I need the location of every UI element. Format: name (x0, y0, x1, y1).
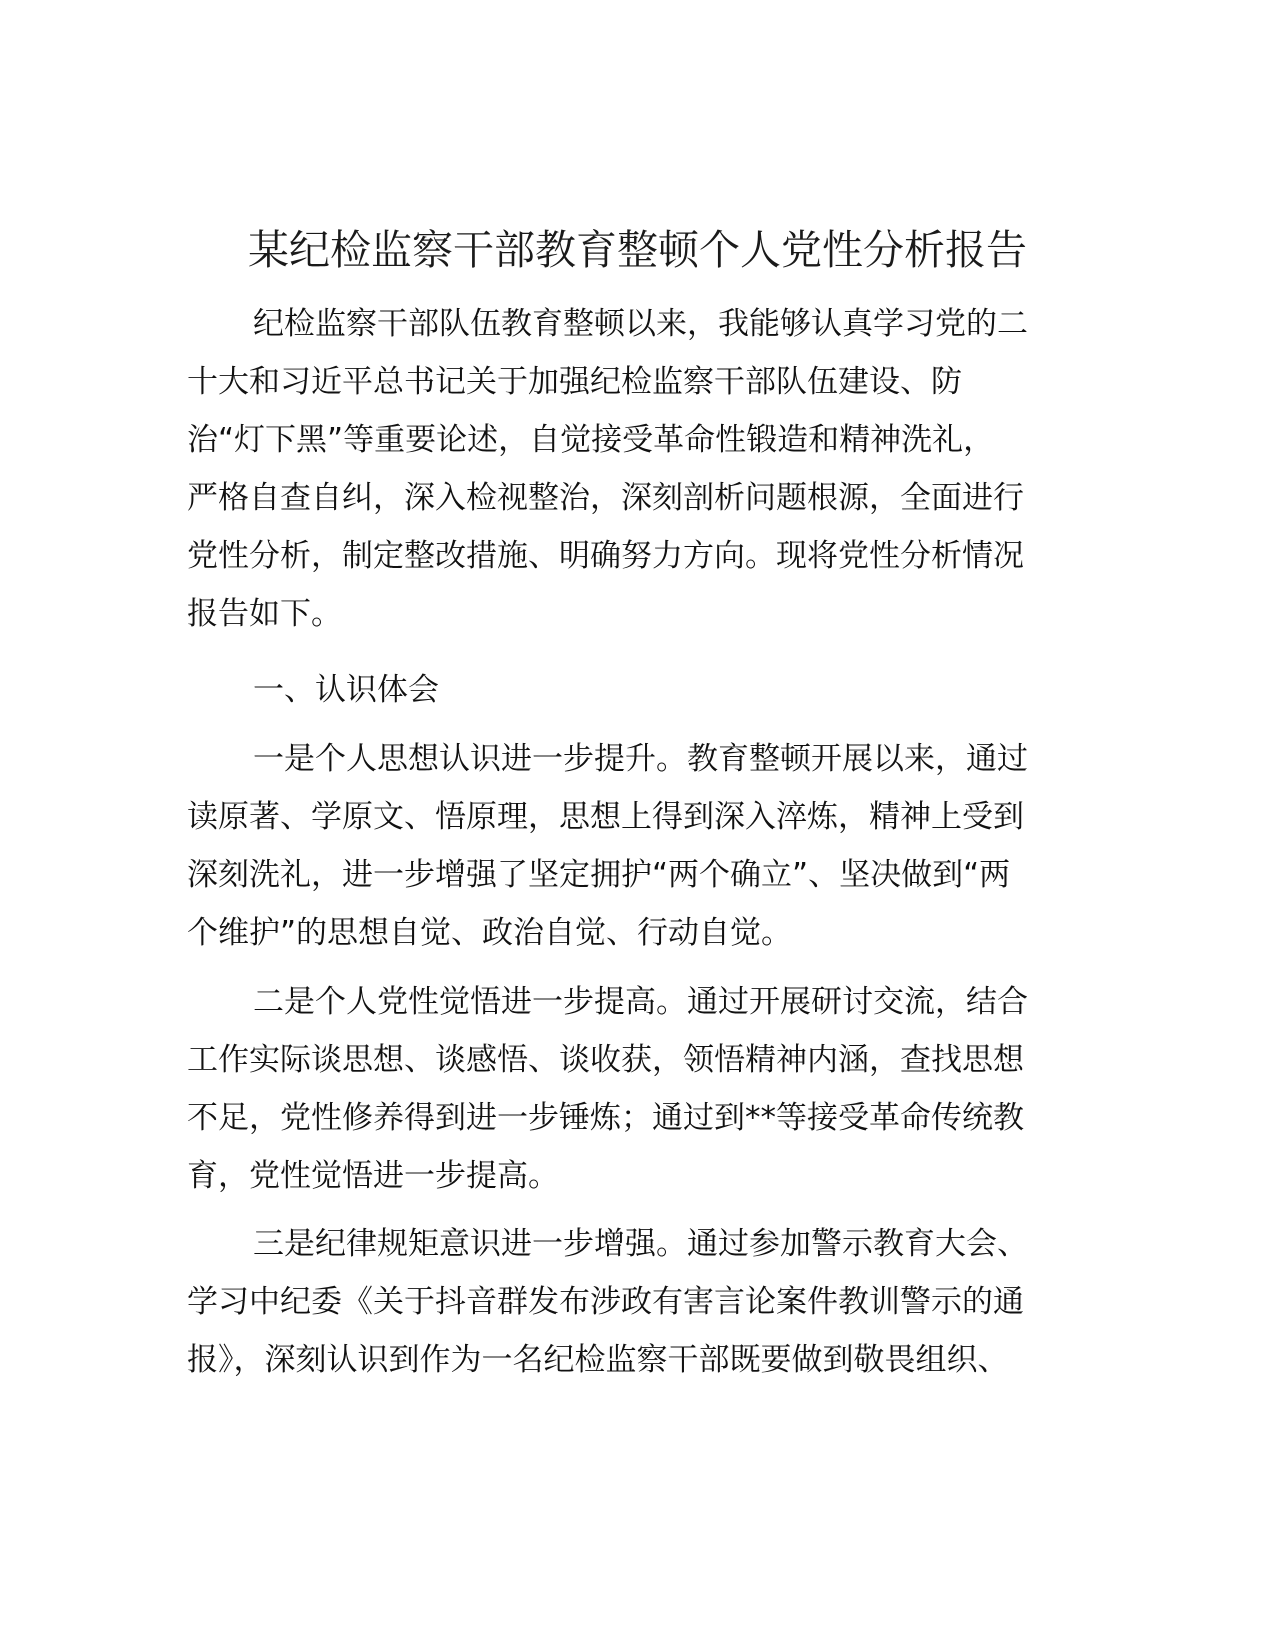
text-line: 报》，深刻认识到作为一名纪检监察干部既要做到敬畏组织、 (187, 1342, 1009, 1378)
text-line: 报告如下。 (187, 596, 342, 632)
point-two-paragraph (187, 973, 1095, 1205)
section-heading-text: 一、认识体会 (253, 672, 439, 708)
text-line: 读原著、学原文、悟原理，思想上得到深入淬炼，精神上受到 (187, 799, 1024, 835)
text-line: 十大和习近平总书记关于加强纪检监察干部队伍建设、防 (187, 364, 962, 400)
text-line: 工作实际谈思想、谈感悟、谈收获，领悟精神内涵，查找思想 (187, 1042, 1024, 1078)
text-line: 一是个人思想认识进一步提升。教育整顿开展以来，通过 (253, 741, 1028, 777)
text-line: 学习中纪委《关于抖音群发布涉政有害言论案件教训警示的通 (187, 1284, 1024, 1320)
text-line: 二是个人党性觉悟进一步提高。通过开展研讨交流，结合 (253, 984, 1028, 1020)
text-line: 个维护”的思想自觉、政治自觉、行动自觉。 (187, 915, 793, 951)
text-line: 三是纪律规矩意识进一步增强。通过参加警示教育大会、 (253, 1226, 1028, 1262)
text-line: 不足，党性修养得到进一步锤炼；通过到**等接受革命传统教 (187, 1100, 1024, 1136)
point-three-paragraph (187, 1215, 1095, 1389)
text-line: 育，党性觉悟进一步提高。 (187, 1158, 559, 1194)
text-line: 党性分析，制定整改措施、明确努力方向。现将党性分析情况 (187, 538, 1024, 574)
text-line: 治“灯下黑”等重要论述，自觉接受革命性锻造和精神洗礼， (187, 422, 995, 458)
text-line: 纪检监察干部队伍教育整顿以来，我能够认真学习党的二 (253, 306, 1028, 342)
intro-paragraph (187, 295, 1095, 643)
text-line: 严格自查自纠，深入检视整治，深刻剖析问题根源，全面进行 (187, 480, 1024, 516)
section-heading (187, 661, 1095, 719)
point-one-paragraph (187, 730, 1095, 962)
text-line: 深刻洗礼，进一步增强了坚定拥护“两个确立”、坚决做到“两 (187, 857, 1011, 893)
page-title: 某纪检监察干部教育整顿个人党性分析报告 (248, 226, 1027, 274)
